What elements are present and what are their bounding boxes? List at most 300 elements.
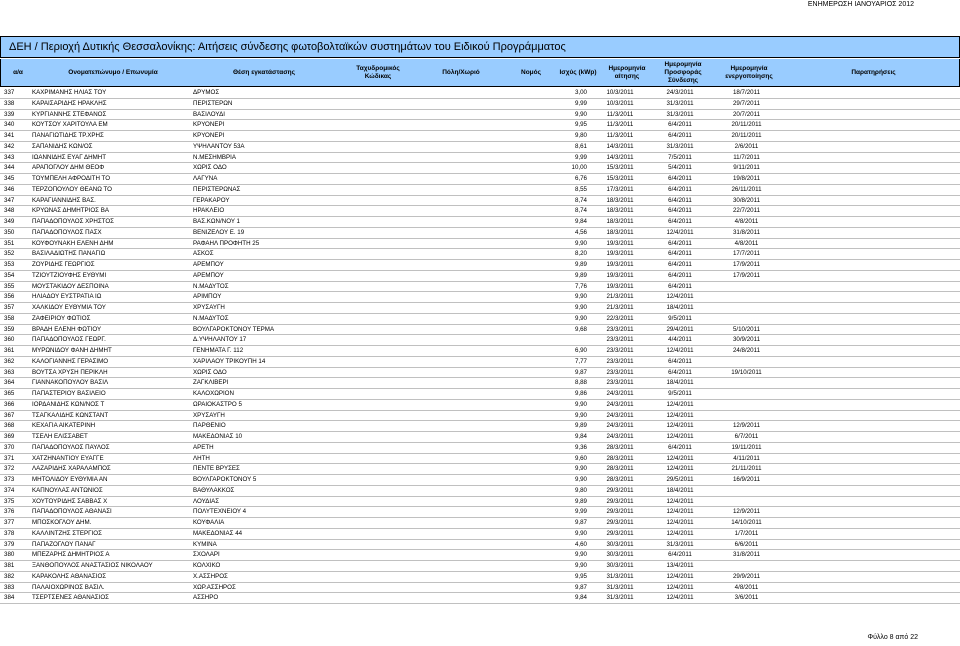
cell-aa: 344 [4, 164, 15, 172]
cell-power [545, 335, 587, 345]
cell-location: ΒΑΣΙΛΟΥΔΙ [193, 110, 225, 118]
cell-activation-date: 4/11/2011 [733, 454, 760, 462]
cell-location: Ν.ΜΑΔΥΤΟΣ [193, 314, 229, 322]
cell-aa: 373 [4, 476, 15, 483]
cell-activation-date: 5/10/2011 [732, 325, 761, 333]
cell-application-date: 29/3/2011 [606, 508, 634, 516]
cell-power: 9,80 [574, 486, 587, 494]
cell-location: ΓΕΝΗΜΑΤΑ Γ. 112 [193, 347, 244, 354]
cell-application-date: 22/3/2011 [606, 314, 634, 322]
cell-power: 4,60 [574, 540, 587, 548]
cell-application-date: 18/3/2011 [606, 218, 634, 225]
cell-power: 9,90 [574, 239, 587, 247]
cell-activation-date: 19/11/2011 [731, 443, 762, 451]
header-remarks: Παρατηρήσεις [851, 68, 896, 76]
cell-activation-date: 19/10/2011 [731, 368, 762, 376]
cell-application-date: 28/3/2011 [606, 465, 634, 473]
cell-activation-date [714, 357, 779, 367]
cell-power: 9,90 [574, 304, 587, 311]
cell-aa: 382 [4, 572, 15, 580]
cell-application-date: 28/3/2011 [606, 454, 634, 462]
cell-power: 9,87 [574, 583, 587, 591]
cell-offer-date: 12/4/2011 [666, 411, 694, 419]
cell-aa: 380 [4, 551, 15, 559]
header-postal-code: Ταχυδρομικός Κώδικας [356, 64, 400, 80]
table-row [0, 153, 960, 164]
cell-power: 9,95 [574, 121, 587, 129]
cell-name: ΤΣΕΡΤΣΕΝΕΣ ΑΘΑΝΑΣΙΟΣ [32, 594, 109, 602]
cell-offer-date: 12/4/2011 [666, 400, 694, 408]
table-header [0, 59, 960, 87]
table-row [0, 561, 960, 572]
cell-aa: 366 [4, 400, 15, 408]
cell-name: ΠΑΠΑΔΟΠΟΥΛΟΣ ΠΑΥΛΟΣ [32, 443, 110, 451]
cell-aa: 356 [4, 293, 15, 301]
cell-name: ΖΑΦΕΙΡΙΟΥ ΦΩΤΙΟΣ [32, 314, 91, 322]
cell-activation-date: 29/7/2011 [732, 99, 761, 107]
table-row [0, 292, 960, 303]
cell-aa: 370 [4, 443, 15, 451]
cell-location: ΑΣΚΟΣ [193, 250, 214, 258]
table-row [0, 282, 960, 293]
cell-application-date: 24/3/2011 [606, 411, 634, 419]
cell-location: ΧΡΥΣΑΥΓΗ [193, 411, 225, 419]
cell-name: ΙΩΑΝΝΙΔΗΣ ΕΥΑΓ ΔΗΜΗΤ [32, 153, 106, 161]
table-row [0, 314, 960, 325]
cell-offer-date: 6/4/2011 [668, 196, 692, 204]
table-row [0, 368, 960, 379]
cell-location: Δ.ΥΨΗΛΑΝΤΟΥ 17 [193, 336, 247, 344]
cell-activation-date: 31/8/2011 [732, 228, 761, 236]
cell-location: ΛΗΤΗ [193, 454, 210, 462]
table-row [0, 335, 960, 346]
cell-offer-date: 12/4/2011 [666, 465, 694, 473]
cell-aa: 340 [4, 121, 15, 129]
cell-name: ΤΣΕΛΗ ΕΛΙΣΣΑΒΕΤ [32, 433, 88, 440]
cell-location: Ν.ΜΕΣΗΜΒΡΙΑ [193, 153, 237, 161]
cell-power: 9,84 [574, 594, 587, 602]
cell-offer-date: 12/4/2011 [666, 433, 694, 440]
cell-activation-date: 29/9/2011 [732, 572, 761, 580]
cell-location: ΧΑΡΙΛΑΟΥ ΤΡΙΚΟΥΠΗ 14 [193, 357, 266, 365]
cell-offer-date: 6/4/2011 [668, 551, 692, 559]
cell-location: Χ.ΑΣΣΗΡΟΣ [193, 572, 228, 580]
cell-name: ΜΠΕΖΑΡΗΣ ΔΗΜΗΤΡΙΟΣ Α [32, 551, 110, 559]
cell-name: ΞΑΝΘΟΠΟΥΛΟΣ ΑΝΑΣΤΑΣΙΟΣ ΝΙΚΟΛΑΟΥ [32, 562, 153, 569]
cell-location: ΠΕΡΙΣΤΕΡΩΝ [193, 99, 233, 107]
cell-offer-date: 12/4/2011 [666, 572, 694, 580]
table-row [0, 163, 960, 174]
table-row [0, 583, 960, 594]
cell-offer-date: 12/4/2011 [666, 508, 694, 516]
cell-activation-date: 21/11/2011 [731, 465, 762, 473]
cell-offer-date: 6/4/2011 [668, 357, 692, 365]
cell-offer-date: 31/3/2011 [666, 540, 694, 548]
cell-offer-date: 6/4/2011 [668, 175, 692, 182]
cell-location: ΠΑΡΘΕΝΙΟ [193, 422, 226, 430]
cell-application-date: 29/3/2011 [606, 497, 634, 505]
table-row [0, 174, 960, 185]
header-update-label: ΕΝΗΜΕΡΩΣΗ ΙΑΝΟΥΑΡΙΟΣ 2012 [807, 1, 914, 8]
table-row [0, 421, 960, 432]
cell-power: 8,20 [574, 250, 587, 258]
cell-name: ΒΟΥΤΣΑ ΧΡΥΣΗ ΠΕΡΙΚΛΗ [32, 368, 108, 376]
cell-offer-date: 12/4/2011 [666, 497, 694, 505]
cell-name: ΠΑΝΑΓΙΩΤΙΔΗΣ ΤΡ.ΧΡΗΣ [32, 132, 104, 139]
table-row [0, 432, 960, 443]
cell-aa: 383 [4, 583, 15, 591]
cell-power: 9,99 [574, 99, 587, 107]
table-row [0, 400, 960, 411]
cell-power: 9,90 [574, 400, 587, 408]
cell-application-date: 11/3/2011 [606, 132, 634, 139]
cell-application-date: 23/3/2011 [606, 325, 634, 333]
table-row [0, 497, 960, 508]
cell-application-date: 14/3/2011 [606, 153, 634, 161]
cell-activation-date [714, 561, 779, 571]
cell-location: ΚΟΥΦΑΛΙΑ [193, 519, 225, 526]
cell-offer-date: 6/4/2011 [668, 250, 692, 258]
cell-activation-date [714, 282, 779, 292]
cell-power: 9,89 [574, 271, 587, 279]
header-name: Ονοματεπώνυμο / Επωνυμία [68, 68, 158, 76]
cell-name: ΚΕΧΑΓΙΑ ΑΙΚΑΤΕΡΙΝΗ [32, 422, 96, 430]
cell-application-date: 28/3/2011 [606, 443, 634, 451]
cell-location: ΛΑΓΥΝΑ [193, 175, 218, 182]
cell-offer-date: 12/4/2011 [666, 293, 694, 301]
cell-power: 9,89 [574, 422, 587, 430]
cell-offer-date: 24/3/2011 [666, 89, 694, 96]
cell-application-date: 14/3/2011 [606, 142, 634, 150]
cell-aa: 348 [4, 207, 15, 215]
cell-name: ΠΑΠΑΔΟΠΟΥΛΟΣ ΑΘΑΝΑΣΙ [32, 508, 112, 516]
cell-application-date: 31/3/2011 [606, 572, 634, 580]
cell-activation-date: 20/7/2011 [732, 110, 761, 118]
cell-application-date: 23/3/2011 [606, 368, 634, 376]
cell-offer-date: 6/4/2011 [668, 261, 692, 268]
table-row [0, 325, 960, 336]
cell-activation-date: 22/7/2011 [732, 207, 761, 215]
cell-offer-date: 6/4/2011 [668, 239, 692, 247]
cell-name: ΚΑΠΝΟΥΛΑΣ ΑΝΤΩΝΙΟΣ [32, 486, 103, 494]
cell-name: ΚΑΡΑΓΙΑΝΝΙΔΗΣ ΒΑΣ. [32, 196, 96, 204]
cell-power: 9,90 [574, 476, 587, 483]
cell-application-date: 19/3/2011 [606, 282, 634, 290]
header-activation-date: Ημερομηνία ενεργοποίησης [725, 64, 773, 80]
cell-application-date: 10/3/2011 [606, 99, 634, 107]
cell-activation-date: 1/7/2011 [734, 529, 759, 537]
cell-aa: 362 [4, 357, 15, 365]
cell-location: ΜΑΚΕΔΟΝΙΑΣ 10 [193, 433, 243, 440]
cell-name: ΠΑΠΑΔΟΠΟΥΛΟΣ ΠΑΣΧ [32, 228, 102, 236]
cell-aa: 341 [4, 132, 15, 139]
table-row [0, 228, 960, 239]
table-row [0, 389, 960, 400]
cell-power: 9,90 [574, 529, 587, 537]
cell-application-date: 19/3/2011 [606, 261, 634, 268]
cell-activation-date [714, 389, 779, 399]
cell-power: 9,87 [574, 368, 587, 376]
table-row [0, 550, 960, 561]
cell-aa: 351 [4, 239, 15, 247]
cell-name: ΤΖΙΟΥΤΖΙΟΥΦΗΣ ΕΥΘΥΜΙ [32, 271, 107, 279]
cell-name: ΓΙΑΝΝΑΚΟΠΟΥΛΟΥ ΒΑΣΙΛ [32, 379, 109, 387]
table-row [0, 196, 960, 207]
table-row [0, 475, 960, 486]
cell-location: ΒΑΣ.ΚΩΝ/ΝΟΥ 1 [193, 218, 240, 225]
cell-application-date: 29/3/2011 [606, 519, 634, 526]
cell-power: 9,90 [574, 551, 587, 559]
cell-location: ΥΨΗΛΑΝΤΟΥ 53Α [193, 142, 245, 150]
cell-power: 9,99 [574, 508, 587, 516]
cell-activation-date: 12/9/2011 [732, 422, 761, 430]
cell-application-date: 11/3/2011 [606, 121, 634, 129]
cell-activation-date [714, 411, 779, 421]
cell-power: 9,90 [574, 314, 587, 322]
cell-location: ΖΑΓΚΛΙΒΕΡΙ [193, 379, 229, 387]
cell-activation-date: 4/8/2011 [734, 583, 759, 591]
cell-aa: 349 [4, 218, 15, 225]
cell-name: ΚΡΥΩΝΑΣ ΔΗΜΗΤΡΙΟΣ ΒΑ [32, 207, 109, 215]
cell-location: ΧΩΡΙΣ ΟΔΟ [193, 164, 227, 172]
cell-offer-date: 6/4/2011 [668, 271, 692, 279]
cell-power: 9,60 [574, 454, 587, 462]
header-power: Ισχύς (kWp) [559, 68, 597, 76]
cell-activation-date: 4/8/2011 [734, 239, 759, 247]
cell-activation-date: 17/9/2011 [732, 261, 761, 268]
cell-offer-date: 13/4/2011 [666, 562, 694, 569]
cell-power: 9,90 [574, 411, 587, 419]
cell-offer-date: 18/4/2011 [666, 304, 694, 311]
cell-application-date: 28/3/2011 [606, 476, 634, 483]
cell-name: ΒΡΑΔΗ ΕΛΕΝΗ ΦΩΤΙΟΥ [32, 325, 102, 333]
cell-application-date: 19/3/2011 [606, 250, 634, 258]
cell-power: 6,90 [574, 347, 587, 354]
cell-activation-date: 3/6/2011 [734, 594, 759, 602]
cell-location: ΑΣΣΗΡΟ [193, 594, 219, 602]
cell-activation-date: 17/9/2011 [732, 271, 761, 279]
cell-aa: 375 [4, 497, 15, 505]
cell-aa: 338 [4, 99, 15, 107]
cell-name: ΙΟΡΔΑΝΙΔΗΣ ΚΩΝ/ΝΟΣ Τ [32, 400, 105, 408]
cell-power: 9,90 [574, 110, 587, 118]
cell-aa: 339 [4, 110, 15, 118]
cell-offer-date: 4/4/2011 [668, 336, 692, 344]
cell-location: ΑΡΕΜΠΟΥ [193, 261, 224, 268]
cell-power: 9,84 [574, 433, 587, 440]
cell-location: ΠΕΡΙΣΤΕΡΩΝΑΣ [193, 185, 241, 193]
cell-activation-date [714, 292, 779, 302]
cell-location: ΚΥΜΙΝΑ [193, 540, 217, 548]
cell-activation-date: 9/11/2011 [733, 164, 760, 172]
cell-location: ΔΡΥΜΟΣ [193, 89, 220, 96]
cell-aa: 352 [4, 250, 15, 258]
cell-application-date: 29/3/2011 [606, 486, 634, 494]
cell-offer-date: 18/4/2011 [666, 486, 694, 494]
table-row [0, 454, 960, 465]
cell-location: ΒΟΥΛΓΑΡΟΚΤΟΝΟΥ 5 [193, 476, 257, 483]
cell-activation-date [714, 378, 779, 388]
cell-name: ΖΟΥΡΙΔΗΣ ΓΕΩΡΓΙΟΣ [32, 261, 95, 268]
cell-activation-date: 30/9/2011 [732, 336, 761, 344]
cell-application-date: 18/3/2011 [606, 196, 634, 204]
cell-aa: 374 [4, 486, 15, 494]
cell-name: ΜΟΥΣΤΑΚΙΔΟΥ ΔΕΣΠΟΙΝΑ [32, 282, 109, 290]
cell-aa: 378 [4, 529, 15, 537]
cell-name: ΠΑΠΑΣΤΕΡΙΟΥ ΒΑΣΙΛΕΙΟ [32, 390, 106, 397]
cell-application-date: 11/3/2011 [606, 110, 634, 118]
table-row [0, 507, 960, 518]
cell-name: ΤΕΡΖΟΠΟΥΛΟΥ ΘΕΑΝΩ ΤΟ [32, 185, 112, 193]
header-location: Θέση εγκατάστασης [233, 68, 295, 76]
cell-aa: 347 [4, 196, 15, 204]
cell-application-date: 18/3/2011 [606, 207, 634, 215]
cell-application-date: 29/3/2011 [606, 529, 634, 537]
cell-activation-date [714, 314, 779, 324]
cell-aa: 367 [4, 411, 15, 419]
cell-application-date: 24/3/2011 [606, 390, 634, 397]
cell-activation-date: 31/8/2011 [732, 551, 761, 559]
table-row [0, 99, 960, 110]
cell-location: ΗΡΑΚΛΕΙΟ [193, 207, 225, 215]
table-row [0, 540, 960, 551]
cell-activation-date: 26/11/2011 [731, 185, 762, 193]
cell-power: 9,90 [574, 562, 587, 569]
cell-aa: 342 [4, 142, 15, 150]
cell-location: ΧΩΡΙΣ ΟΔΟ [193, 368, 227, 376]
document-title-bar [0, 36, 960, 58]
cell-name: ΚΑΡΑΙΣΑΡΙΔΗΣ ΗΡΑΚΛΗΣ [32, 99, 107, 107]
cell-activation-date: 18/7/2011 [732, 89, 761, 96]
table-row [0, 271, 960, 282]
cell-power: 9,89 [574, 261, 587, 268]
cell-location: ΒΟΥΛΓΑΡΟΚΤΟΝΟΥ ΤΕΡΜΑ [193, 325, 275, 333]
cell-power: 9,36 [574, 443, 587, 451]
cell-application-date: 19/3/2011 [606, 271, 634, 279]
cell-power: 3,00 [574, 89, 587, 96]
table-row [0, 464, 960, 475]
table-row [0, 217, 960, 228]
cell-offer-date: 12/4/2011 [666, 454, 694, 462]
cell-name: ΠΑΛΑΙΟΧΩΡΙΝΟΣ ΒΑΣΙΛ. [32, 583, 105, 591]
cell-application-date: 15/3/2011 [606, 175, 634, 182]
cell-activation-date: 19/8/2011 [732, 175, 761, 182]
cell-name: ΜΗΤΟΛΙΔΟΥ ΕΥΘΥΜΙΑ ΑΝ [32, 476, 108, 483]
cell-power: 9,99 [574, 153, 587, 161]
cell-offer-date: 12/4/2011 [666, 347, 694, 354]
cell-aa: 358 [4, 314, 15, 322]
cell-location: ΩΡΑΙΟΚΑΣΤΡΟ 5 [193, 400, 242, 408]
cell-aa: 350 [4, 228, 15, 236]
cell-power: 9,84 [574, 218, 587, 225]
table-row [0, 529, 960, 540]
table-row [0, 260, 960, 271]
cell-offer-date: 6/4/2011 [668, 282, 692, 290]
document-title: ΔΕΗ / Περιοχή Δυτικής Θεσσαλονίκης: Αιτήσεις σύνδεσης φωτοβολταϊκών συστημάτων του Ειδικού Προγράμματος [9, 41, 566, 53]
cell-name: ΚΑΛΟΓΙΑΝΝΗΣ ΓΕΡΑΣΙΜΟ [32, 357, 109, 365]
cell-offer-date: 29/4/2011 [666, 325, 694, 333]
cell-aa: 346 [4, 185, 15, 193]
cell-aa: 377 [4, 519, 15, 526]
cell-offer-date: 6/4/2011 [668, 132, 692, 139]
cell-activation-date: 20/11/2011 [731, 132, 762, 139]
cell-application-date: 23/3/2011 [606, 379, 634, 387]
cell-activation-date: 6/6/2011 [734, 540, 759, 548]
cell-power: 7,77 [574, 357, 587, 365]
cell-offer-date: 12/4/2011 [666, 422, 694, 430]
cell-location: ΚΡΥΟΝΕΡΙ [193, 121, 225, 129]
table-row [0, 206, 960, 217]
cell-activation-date: 30/8/2011 [732, 196, 761, 204]
cell-aa: 372 [4, 465, 15, 473]
cell-application-date: 24/3/2011 [606, 422, 634, 430]
cell-application-date: 10/3/2011 [606, 89, 634, 96]
cell-offer-date: 6/4/2011 [668, 218, 692, 225]
cell-activation-date: 17/7/2011 [732, 250, 761, 258]
cell-location: ΜΑΚΕΔΟΝΙΑΣ 44 [193, 529, 243, 537]
cell-location: ΧΩΡ.ΑΣΣΗΡΟΣ [193, 583, 236, 591]
cell-activation-date [714, 303, 779, 313]
cell-aa: 343 [4, 153, 15, 161]
cell-power: 9,86 [574, 390, 587, 397]
cell-offer-date: 9/5/2011 [668, 314, 692, 322]
cell-application-date: 23/3/2011 [606, 347, 634, 354]
cell-name: ΒΑΣΙΛΑΔΙΩΤΗΣ ΠΑΝΑΓΙΩ [32, 250, 106, 258]
cell-location: ΚΑΛΟΧΩΡΙΟΝ [193, 390, 234, 397]
cell-name: ΜΠΟΣΚΟΓΛΟΥ ΔΗΜ. [32, 519, 92, 526]
cell-aa: 379 [4, 540, 15, 548]
cell-offer-date: 12/4/2011 [666, 583, 694, 591]
cell-aa: 368 [4, 422, 15, 430]
cell-name: ΛΑΖΑΡΙΔΗΣ ΧΑΡΑΛΑΜΠΟΣ [32, 465, 111, 473]
cell-location: ΑΡΕΜΠΟΥ [193, 271, 224, 279]
cell-offer-date: 6/4/2011 [668, 207, 692, 215]
cell-offer-date: 5/4/2011 [668, 164, 692, 172]
cell-activation-date: 20/11/2011 [731, 121, 762, 129]
table-row [0, 185, 960, 196]
table-row [0, 411, 960, 422]
cell-name: ΗΛΙΑΔΟΥ ΕΥΣΤΡΑΤΙΑ ΙΩ [32, 293, 102, 301]
cell-activation-date [714, 486, 779, 496]
cell-location: ΧΡΥΣΑΥΓΗ [193, 304, 225, 311]
cell-aa: 381 [4, 562, 15, 569]
cell-application-date: 23/3/2011 [606, 357, 634, 365]
table-row [0, 443, 960, 454]
cell-aa: 361 [4, 347, 15, 354]
cell-offer-date: 12/4/2011 [666, 529, 694, 537]
cell-location: ΑΡΙΜΠΟΥ [193, 293, 222, 301]
table-row [0, 486, 960, 497]
table-row [0, 120, 960, 131]
cell-application-date: 17/3/2011 [606, 185, 634, 193]
cell-activation-date [714, 497, 779, 507]
cell-activation-date: 4/8/2011 [734, 218, 759, 225]
cell-power: 9,89 [574, 497, 587, 505]
cell-application-date: 15/3/2011 [606, 164, 634, 172]
cell-name: ΜΥΡΩΝΙΔΟΥ ΦΑΝΗ ΔΗΜΗΤ [32, 347, 112, 354]
cell-name: ΧΑΛΚΙΔΟΥ ΕΥΘΥΜΙΑ ΤΟΥ [32, 304, 106, 311]
cell-name: ΤΟΥΜΠΕΛΗ ΑΦΡΟΔΙΤΗ ΤΟ [32, 175, 111, 182]
cell-offer-date: 9/5/2011 [668, 390, 692, 397]
cell-location: ΒΑΘΥΛΑΚΚΟΣ [193, 486, 235, 494]
cell-aa: 355 [4, 282, 15, 290]
cell-power: 4,56 [574, 228, 587, 236]
cell-aa: 369 [4, 433, 15, 440]
cell-application-date: 21/3/2011 [606, 304, 634, 311]
cell-location: ΣΧΟΛΑΡΙ [193, 551, 220, 559]
cell-aa: 365 [4, 390, 15, 397]
cell-name: ΣΑΠΑΝΙΔΗΣ ΚΩΝ/ΟΣ [32, 142, 93, 150]
